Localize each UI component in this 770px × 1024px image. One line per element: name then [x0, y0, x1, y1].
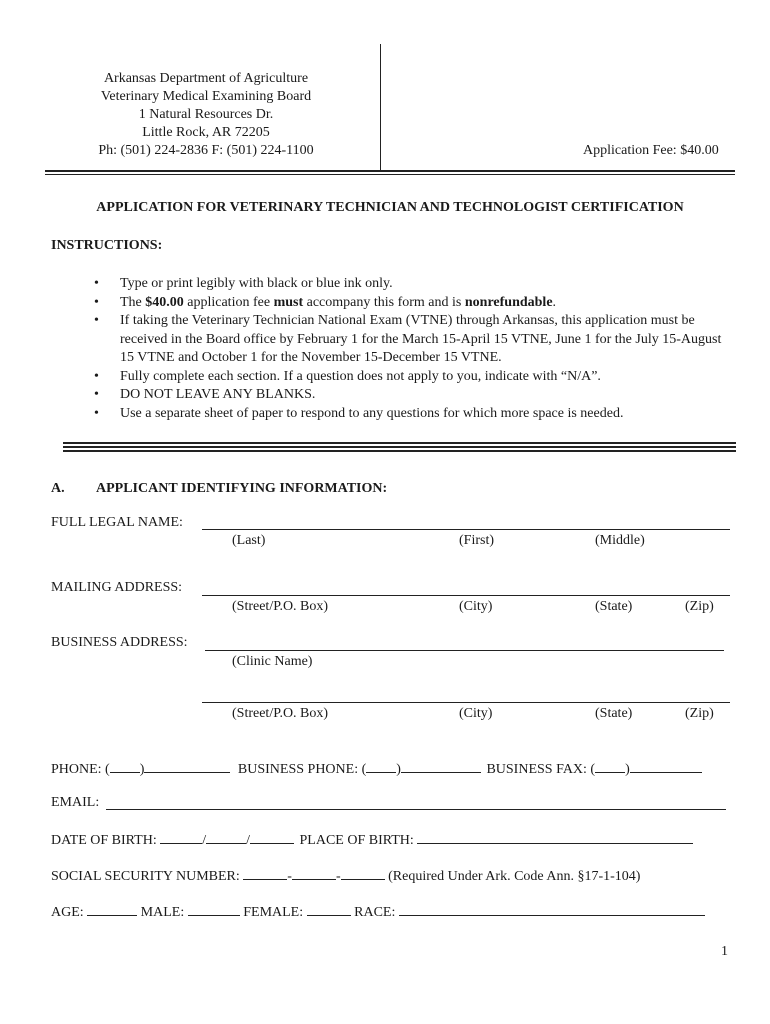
section-divider: [63, 446, 736, 448]
ssn-legal-note: (Required Under Ark. Code Ann. §17-1-104): [388, 869, 641, 884]
section-title: APPLICANT IDENTIFYING INFORMATION:: [96, 481, 388, 496]
fee-amount: $40.00: [145, 294, 184, 310]
sub-label-city: (City): [459, 599, 493, 614]
city-state-zip: Little Rock, AR 72205: [142, 125, 270, 140]
agency-name: Arkansas Department of Agriculture: [103, 71, 309, 86]
age-field[interactable]: [87, 903, 137, 916]
sub-label-middle: (Middle): [595, 533, 645, 548]
section-letter: A.: [51, 481, 65, 496]
header-vertical-divider: [380, 44, 381, 170]
sub-label-zip: (Zip): [685, 706, 714, 721]
place-of-birth-label: PLACE OF BIRTH:: [299, 833, 414, 848]
male-label: MALE:: [140, 905, 185, 920]
sub-label-city: (City): [459, 706, 493, 721]
sub-label-street: (Street/P.O. Box): [232, 706, 329, 721]
ssn-row: SOCIAL SECURITY NUMBER: - - (Required Under Ark. Code Ann. §17-1-104): [51, 869, 641, 884]
business-street-field[interactable]: [202, 702, 730, 703]
agency-address-block: [70, 70, 342, 160]
dob-day-field[interactable]: [206, 831, 246, 844]
business-phone-field[interactable]: [401, 760, 481, 773]
full-name-field[interactable]: [202, 529, 730, 530]
business-fax-area-code-field[interactable]: [595, 760, 625, 773]
female-field[interactable]: [307, 903, 351, 916]
dob-year-field[interactable]: [250, 831, 294, 844]
business-phone-label: BUSINESS PHONE: (: [237, 762, 367, 777]
sub-label-zip: (Zip): [685, 599, 714, 614]
phone-area-code-field[interactable]: [110, 760, 140, 773]
list-item: • Type or print legibly with black or blue ink only.: [84, 275, 734, 294]
ssn-label: SOCIAL SECURITY NUMBER:: [51, 869, 240, 884]
demographics-row: [51, 903, 705, 921]
application-fee: Application Fee: $40.00: [583, 143, 719, 158]
header-rule-thin: [45, 174, 735, 175]
sub-label-first: (First): [459, 533, 494, 548]
age-label: AGE:: [51, 905, 84, 920]
list-item: • Fully complete each section. If a question does not apply to you, indicate with “N/A”.: [84, 368, 734, 387]
instructions-list: [84, 275, 734, 423]
mailing-address-label: MAILING ADDRESS:: [51, 580, 183, 595]
phone-fax: Ph: (501) 224-2836 F: (501) 224-1100: [98, 143, 314, 158]
sub-label-street: (Street/P.O. Box): [232, 599, 329, 614]
list-item: • DO NOT LEAVE ANY BLANKS.: [84, 386, 734, 405]
email-label: EMAIL:: [51, 795, 100, 810]
page-number: 1: [721, 944, 728, 959]
sub-label-clinic-name: (Clinic Name): [232, 654, 313, 669]
dob-row: DATE OF BIRTH: / / PLACE OF BIRTH:: [51, 831, 693, 849]
section-divider: [63, 450, 736, 452]
board-name: Veterinary Medical Examining Board: [100, 89, 312, 104]
ssn-part3-field[interactable]: [341, 867, 385, 880]
business-address-label: BUSINESS ADDRESS:: [51, 635, 188, 650]
sub-label-state: (State): [595, 599, 633, 614]
street-address: 1 Natural Resources Dr.: [138, 107, 274, 122]
dob-month-field[interactable]: [160, 831, 202, 844]
business-fax-field[interactable]: [630, 760, 702, 773]
place-of-birth-field[interactable]: [417, 831, 693, 844]
male-field[interactable]: [188, 903, 240, 916]
ssn-part1-field[interactable]: [243, 867, 287, 880]
business-phone-area-code-field[interactable]: [366, 760, 396, 773]
form-title: APPLICATION FOR VETERINARY TECHNICIAN AND TECHNOLOGIST CERTIFICATION: [96, 200, 684, 215]
list-item: • If taking the Veterinary Technician National Exam (VTNE) through Arkansas, this application must be received in the Board office by February 1 for the March 15-April 15 VTNE, June 1 for the July 15-August 15 VTNE and October 1 for the November 15-December 15 VTNE.: [84, 312, 734, 368]
business-fax-label: BUSINESS FAX: (: [486, 762, 596, 777]
full-name-label: FULL LEGAL NAME:: [51, 515, 183, 530]
female-label: FEMALE:: [243, 905, 304, 920]
phone-label: PHONE: (: [51, 762, 110, 777]
race-field[interactable]: [399, 903, 705, 916]
list-item: • Use a separate sheet of paper to respond to any questions for which more space is needed.: [84, 405, 734, 424]
instructions-heading: INSTRUCTIONS:: [51, 238, 163, 253]
section-divider: [63, 442, 736, 444]
mailing-address-field[interactable]: [202, 595, 730, 596]
list-item: • The $40.00 application fee must accompany this form and is nonrefundable.: [84, 294, 734, 313]
ssn-part2-field[interactable]: [292, 867, 336, 880]
dob-label: DATE OF BIRTH:: [51, 833, 157, 848]
sub-label-last: (Last): [232, 533, 266, 548]
email-field[interactable]: [106, 809, 726, 810]
clinic-name-field[interactable]: [205, 650, 724, 651]
phone-number-field[interactable]: [144, 760, 230, 773]
phone-row: PHONE: ( ) BUSINESS PHONE: ( ) BUSINESS FAX: ( ): [51, 760, 702, 778]
race-label: RACE:: [354, 905, 396, 920]
header-rule: [45, 170, 735, 172]
sub-label-state: (State): [595, 706, 633, 721]
